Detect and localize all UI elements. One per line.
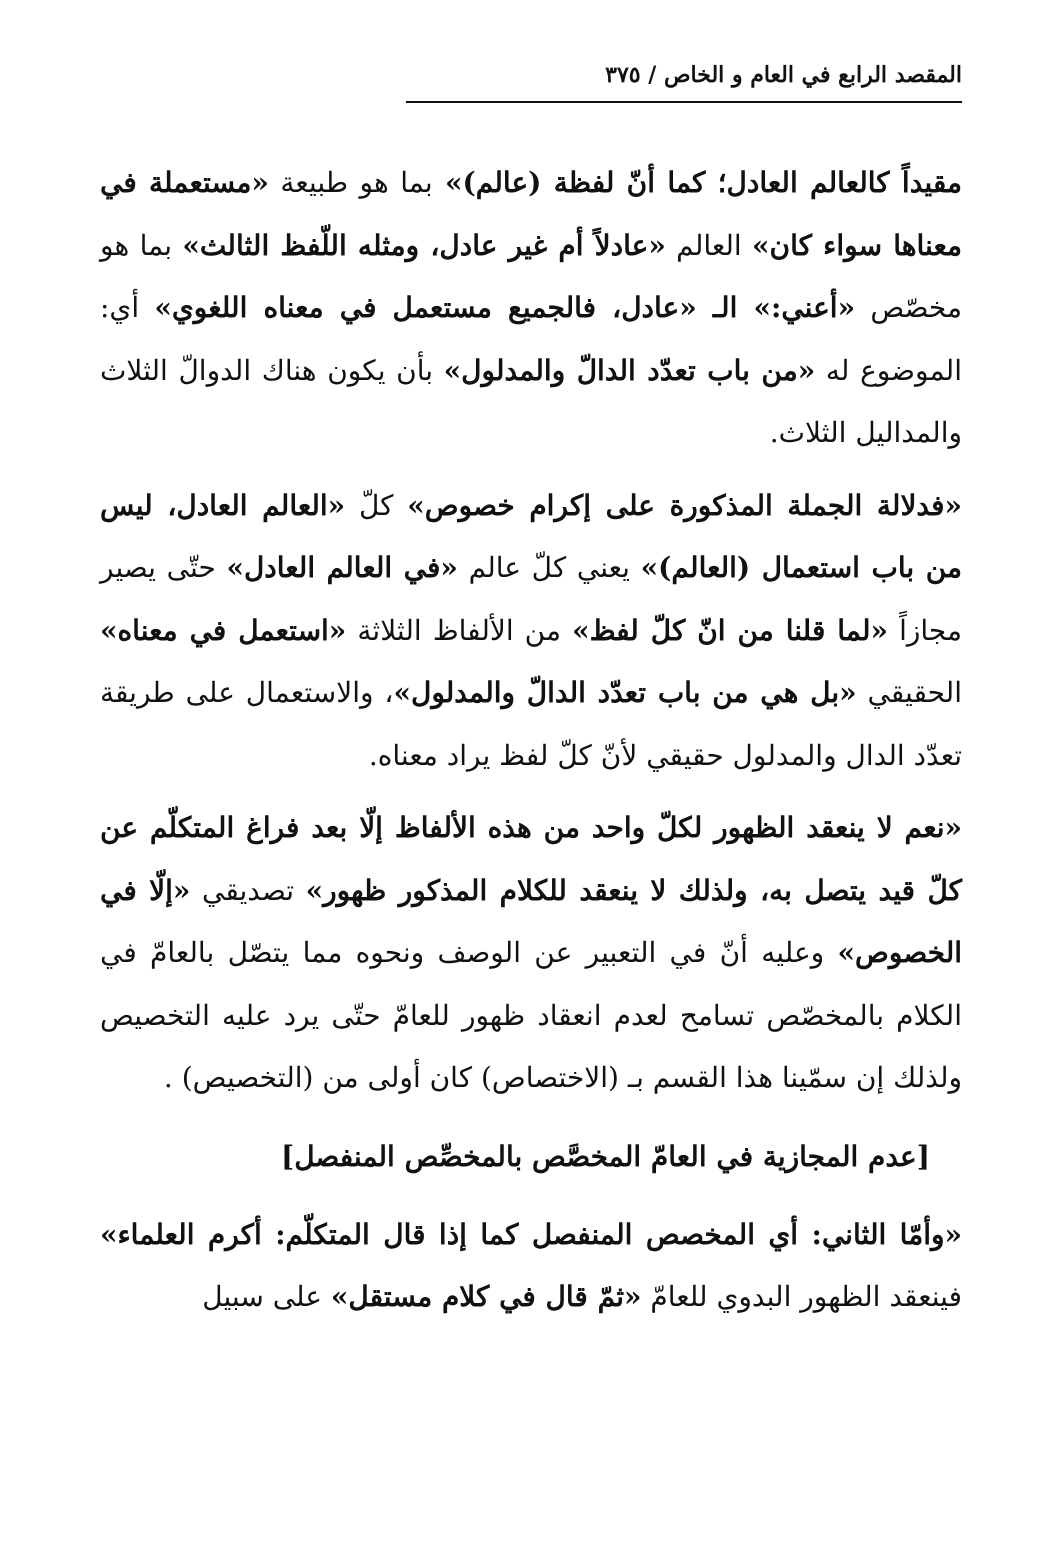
text-segment: تصديقي [190, 873, 306, 907]
text-segment: «العالم العادل، ليس من باب استعمال (العالم)» [100, 488, 963, 584]
text-segment: «استعمل في معناه» [100, 613, 347, 647]
running-head: المقصد الرابع في العام و الخاص / ٣٧٥ [605, 62, 962, 88]
paragraph-4 [100, 1204, 962, 1329]
text-segment: فينعقد الظهور البدوي للعامّ [641, 1280, 962, 1313]
body-text [100, 152, 962, 1335]
text-segment: بما هو مخصّص [100, 228, 962, 324]
book-page [100, 0, 962, 1542]
text-segment: بما هو طبيعة [268, 166, 433, 199]
text-segment: مقيداً كالعالم العادل؛ كما أنّ لفظة (عالم)» [432, 166, 962, 199]
text-segment: بأن يكون هناك الدوالّ الثلاث والمداليل الثلاث. [100, 353, 962, 449]
section-heading: [عدم المجازية في العامّ المخصَّص بالمخصِّص المنفصل] [280, 1139, 930, 1173]
text-segment: «عادلاً أم غير عادل، ومثله اللّفظ الثالث» [182, 228, 666, 262]
text-segment: «فدلالة الجملة المذكورة على إكرام خصوص» [407, 488, 963, 522]
text-segment: «في العالم العادل» [226, 551, 458, 584]
text-segment: «من باب تعدّد الدالّ والمدلول» [443, 353, 816, 387]
paragraph-1 [100, 152, 962, 465]
text-segment: «مستعملة في معناها سواء كان» [100, 166, 962, 262]
text-segment: من الألفاظ الثلاثة [346, 613, 573, 647]
paragraph-2 [100, 475, 962, 788]
text-segment: كلّ [345, 488, 408, 522]
text-segment: «أعني:» الـ «عادل، فالجميع مستعمل في معناه اللغوي» [154, 291, 856, 324]
text-segment: «ثمّ قال في كلام مستقل» [330, 1280, 642, 1313]
text-segment: أي: الموضوع له [100, 291, 962, 387]
text-segment: «نعم لا ينعقد الظهور لكلّ واحد من هذه الألفاظ إلّا بعد فراغ المتكلّم عن كلّ قيد يتصل به، ولذلك لا ينعقد للكلام المذكور ظهور» [100, 811, 963, 907]
text-segment: «وأمّا الثاني: أي المخصص المنفصل كما إذا قال المتكلّم: أكرم العلماء» [100, 1217, 962, 1251]
header-rule [406, 101, 962, 103]
text-segment: ، والاستعمال على طريقة تعدّد الدال والمدلول حقيقي لأنّ كلّ لفظ يراد معناه. [100, 676, 962, 772]
paragraph-3 [100, 797, 962, 1110]
text-segment: «لما قلنا من انّ كلّ لفظ» [572, 613, 889, 647]
text-segment: يعني كلّ عالم [457, 551, 641, 584]
text-segment: وعليه أنّ في التعبير عن الوصف ونحوه مما يتصّل بالعامّ في الكلام بالمخصّص تسامح لعدم انعقاد ظهور للعامّ حتّى يرد عليه التخصيص ولذلك إن سمّينا هذا القسم بـ (الاختصاص) كان أولى من (التخصيص) . [100, 936, 962, 1094]
text-segment: حتّى يصير مجازاً [100, 551, 962, 647]
text-segment: «بل هي من باب تعدّد الدالّ والمدلول» [393, 676, 857, 709]
text-segment: العالم [665, 228, 753, 262]
text-segment: على سبيل [202, 1280, 331, 1313]
text-segment: «إلّا في الخصوص» [100, 873, 962, 969]
text-segment: الحقيقي [856, 676, 962, 709]
